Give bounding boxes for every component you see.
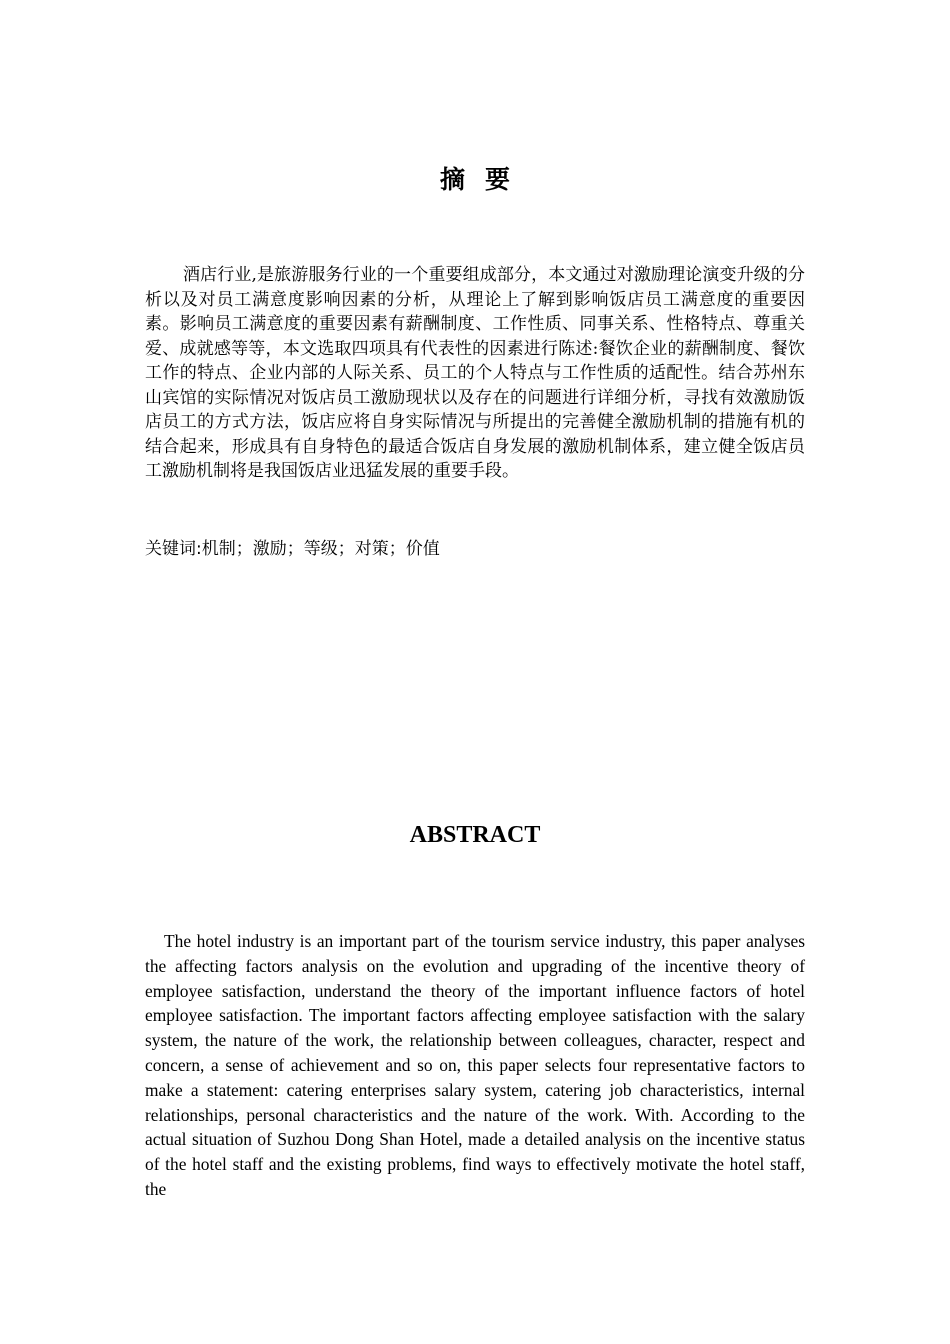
keywords-label: 关键词: (145, 539, 202, 559)
keywords-list: 机制；激励；等级；对策；价值 (201, 539, 440, 559)
chinese-keywords (145, 537, 805, 561)
chinese-abstract-body: 酒店行业,是旅游服务行业的一个重要组成部分，本文通过对激励理论演变升级的分析以及对员工满意度影响因素的分析，从理论上了解到影响饭店员工满意度的重要因素。影响员工满意度的重要因素有薪酬制度、工作性质、同事关系、性格特点、尊重关爱、成就感等等，本文选取四项具有代表性的因素进行陈述:餐饮企业的薪酬制度、餐饮工作的特点、企业内部的人际关系、员工的个人特点与工作性质的适配性。结合苏州东山宾馆的实际情况对饭店员工激励现状以及存在的问题进行详细分析，寻找有效激励饭店员工的方式方法，饭店应将自身实际情况与所提出的完善健全激励机制的措施有机的结合起来，形成具有自身特色的最适合饭店自身发展的激励机制体系，建立健全饭店员工激励机制将是我国饭店业迅猛发展的重要手段。 (145, 265, 805, 481)
english-abstract-title: ABSTRACT (409, 822, 541, 848)
chinese-abstract-title: 摘要 (439, 165, 530, 194)
english-abstract-body: The hotel industry is an important part of the tourism service industry, this paper analyses the affecting factors analysis on the evolution and upgrading of the incentive theory of employee satisfaction, understand the theory of the important influence factors of hotel employee satisfaction. The important factors affecting employee satisfaction with the salary system, the nature of the work, the relationship between colleagues, character, respect and concern, a sense of achievement and so on, this paper selects four representative factors to make a statement: catering enterprises salary system, catering job characteristics, internal relationships, personal characteristics and the nature of the work. With. According to the actual situation of Suzhou Dong Shan Hotel, made a detailed analysis on the incentive status of the hotel staff and the existing problems, find ways to effectively motivate the hotel staff, the (145, 931, 805, 1199)
